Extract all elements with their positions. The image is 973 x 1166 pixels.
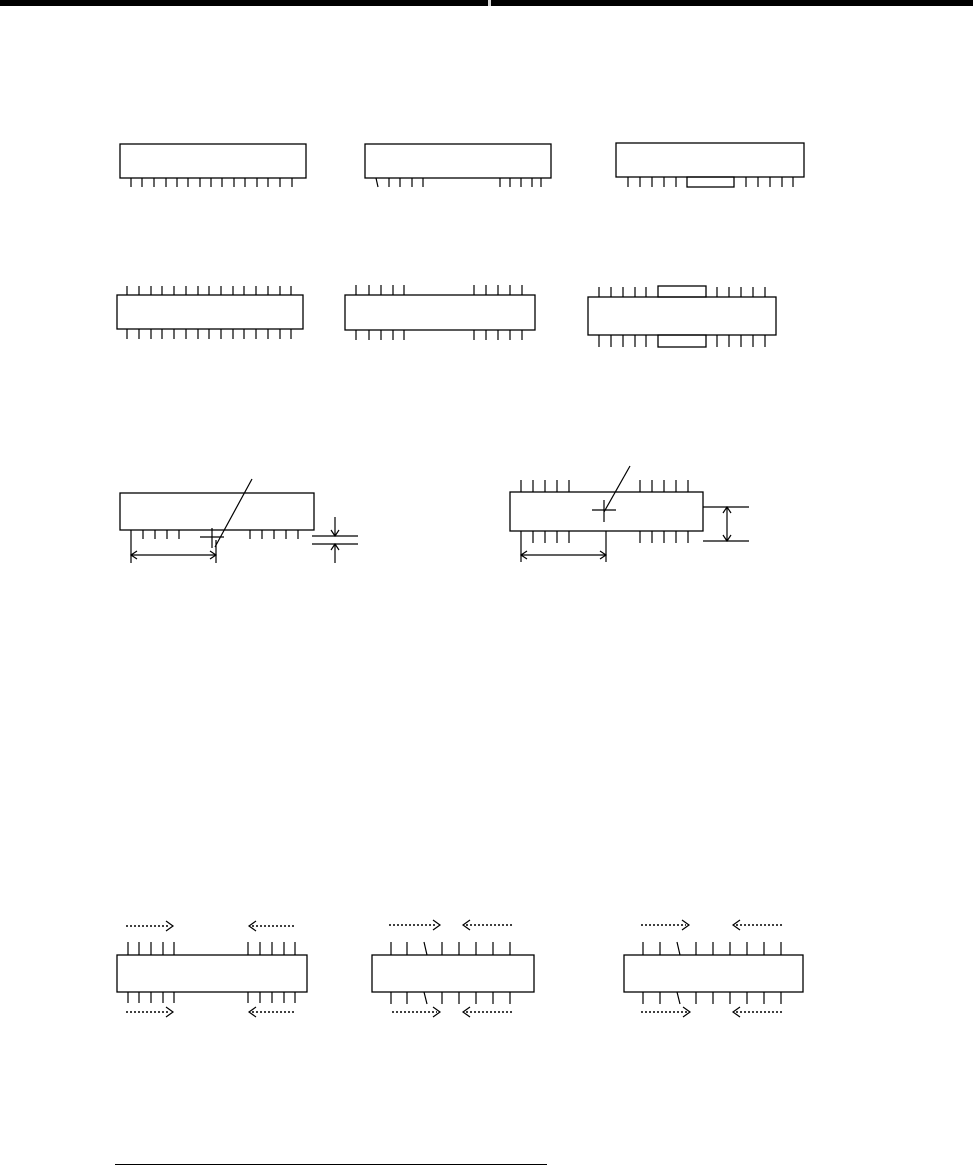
pkg-single-row-dimensioned — [120, 479, 358, 563]
lead-row-top — [521, 480, 688, 492]
lead-row-top — [391, 942, 510, 955]
leader-line — [215, 479, 252, 547]
direction-arrow-bottom-left — [463, 1007, 512, 1017]
dimension-width — [131, 539, 216, 563]
direction-arrow-top-right — [641, 920, 689, 930]
lead-row-top — [643, 942, 781, 955]
pkg-dual-row-tabs — [588, 286, 776, 347]
package-tab-top — [658, 286, 706, 297]
pkg-single-row-tab — [616, 143, 804, 187]
package-body — [588, 297, 776, 335]
lead-row-bottom — [128, 992, 295, 1003]
direction-arrow-top-right — [389, 920, 440, 930]
direction-arrow-bottom-left — [249, 1007, 294, 1017]
package-body — [120, 144, 306, 178]
lead-row-top — [128, 942, 295, 955]
package-body — [372, 955, 534, 992]
package-body — [117, 295, 303, 329]
pkg-dual-row-continuous — [117, 286, 303, 339]
direction-arrow-top-left — [733, 920, 782, 930]
package-body — [117, 955, 307, 992]
package-body — [345, 295, 535, 330]
pkg-single-pattern-arrows — [117, 921, 307, 1017]
lead-row-bottom — [643, 992, 781, 1004]
lead-row-bottom — [376, 178, 541, 187]
package-body — [365, 144, 551, 178]
package-body — [616, 143, 804, 177]
lead-row-bottom — [356, 330, 522, 340]
lead-row-bottom — [628, 177, 793, 187]
dimension-body-height — [703, 507, 749, 541]
lead-row-bottom — [599, 335, 765, 347]
package-tab-bottom — [658, 335, 706, 347]
direction-arrow-top-left — [249, 921, 294, 931]
pkg-dual-pattern-arrows-a — [372, 920, 534, 1017]
lead-row-bottom — [131, 530, 298, 539]
package-tab — [687, 177, 734, 187]
footnote-rule — [115, 1164, 547, 1165]
pkg-dual-row-dimensioned — [510, 466, 749, 562]
lead-row-top — [127, 286, 291, 295]
dimension-lead-thickness — [312, 517, 358, 563]
pkg-dual-pattern-arrows-b — [624, 920, 803, 1017]
direction-arrow-bottom-right — [641, 1007, 690, 1017]
package-body — [120, 493, 314, 530]
direction-arrow-top-right — [126, 921, 173, 931]
direction-arrow-bottom-left — [733, 1007, 782, 1017]
pkg-dual-row-split — [345, 285, 535, 340]
leader-line — [604, 466, 630, 512]
direction-arrow-top-left — [463, 920, 512, 930]
lead-row-top — [356, 285, 522, 295]
lead-row-bottom — [127, 329, 291, 339]
lead-row-bottom — [131, 178, 292, 187]
lead-row-bottom — [521, 531, 688, 543]
direction-arrow-bottom-right — [392, 1007, 440, 1017]
pkg-single-row-continuous — [120, 144, 306, 187]
package-body — [510, 492, 703, 531]
package-body — [624, 955, 803, 992]
direction-arrow-bottom-right — [126, 1007, 173, 1017]
pkg-single-row-split — [365, 144, 551, 187]
dimension-width — [521, 531, 606, 562]
lead-row-top — [599, 287, 765, 297]
lead-row-bottom — [391, 992, 510, 1004]
